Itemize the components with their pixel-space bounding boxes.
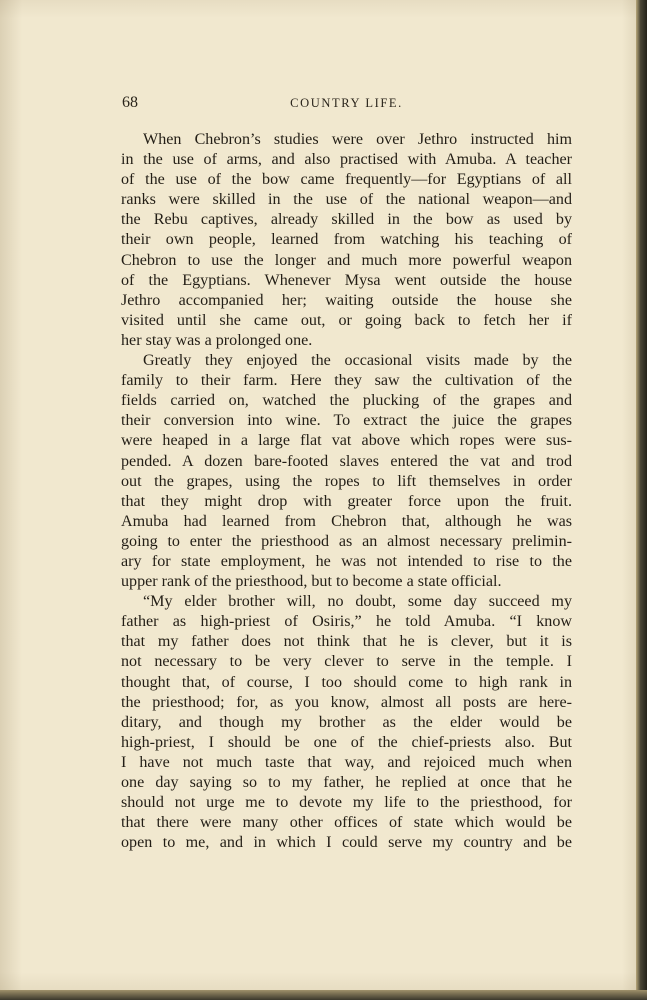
text-line: one day saying so to my father, he replied at once that he: [121, 774, 572, 791]
text-line: should not urge me to devote my life to the priesthood, for: [121, 794, 572, 812]
text-line: fields carried on, watched the plucking of the grapes and: [121, 392, 572, 410]
text-line: Chebron to use the longer and much more powerful weapon: [121, 251, 572, 269]
text-line: ditary, and though my brother as the elder would be: [121, 713, 572, 731]
text-line: their conversion into wine. To extract the juice the grapes: [121, 412, 572, 430]
text-line: that there were many other offices of state which would be: [121, 814, 572, 832]
text-line: When Chebron’s studies were over Jethro instructed him: [143, 131, 572, 148]
text-line: pended. A dozen bare-footed slaves entered the vat and trod: [121, 452, 572, 470]
page-number: 68: [122, 94, 138, 111]
text-line: ary for state employment, he was not intended to rise to the: [121, 552, 572, 570]
body-text: [121, 130, 572, 853]
text-line: visited until she came out, or going back to fetch her if: [121, 311, 572, 329]
text-line: out the grapes, using the ropes to lift themselves in order: [121, 472, 572, 490]
text-line: of the Egyptians. Whenever Mysa went outside the house: [121, 271, 572, 289]
text-line: Greatly they enjoyed the occasional visits made by the: [143, 352, 572, 370]
text-line: ranks were skilled in the use of the national weapon—and: [121, 191, 572, 209]
text-line: the Rebu captives, already skilled in the bow as used by: [121, 211, 572, 229]
text-line: father as high-priest of Osiris,” he told Amuba. “I know: [121, 613, 572, 631]
running-head: COUNTRY LIFE.: [290, 96, 403, 110]
text-line: going to enter the priesthood as an almost necessary prelimin-: [121, 532, 572, 550]
text-line: I have not much taste that way, and rejoiced much when: [121, 753, 572, 771]
text-line: not necessary to be very clever to serve in the temple. I: [121, 653, 572, 671]
text-line: that they might drop with greater force upon the fruit.: [121, 492, 572, 510]
text-line: Jethro accompanied her; waiting outside the house she: [121, 291, 572, 309]
text-line: “My elder brother will, no doubt, some day succeed my: [143, 593, 572, 611]
page-edge-bottom: [0, 990, 647, 1000]
text-line: Amuba had learned from Chebron that, although he was: [121, 512, 572, 530]
text-line: family to their farm. Here they saw the cultivation of the: [121, 372, 572, 390]
text-line: in the use of arms, and also practised with Amuba. A teacher: [121, 151, 572, 169]
text-line: high-priest, I should be one of the chief-priests also. But: [121, 733, 572, 751]
text-line: their own people, learned from watching his teaching of: [121, 231, 572, 249]
text-line: open to me, and in which I could serve my country and be: [121, 834, 572, 852]
page-header: [122, 94, 571, 116]
text-line: upper rank of the priesthood, but to become a state official.: [121, 573, 502, 591]
text-line: her stay was a prolonged one.: [121, 331, 313, 349]
text-line: were heaped in a large flat vat above which ropes were sus-: [121, 432, 572, 450]
page-edge-right: [636, 0, 647, 1000]
text-line: the priesthood; for, as you know, almost all posts are here-: [121, 693, 572, 711]
text-line: that my father does not think that he is clever, but it is: [121, 633, 572, 651]
text-line: thought that, of course, I too should come to high rank in: [121, 673, 572, 691]
text-line: of the use of the bow came frequently—for Egyptians of all: [121, 171, 572, 189]
